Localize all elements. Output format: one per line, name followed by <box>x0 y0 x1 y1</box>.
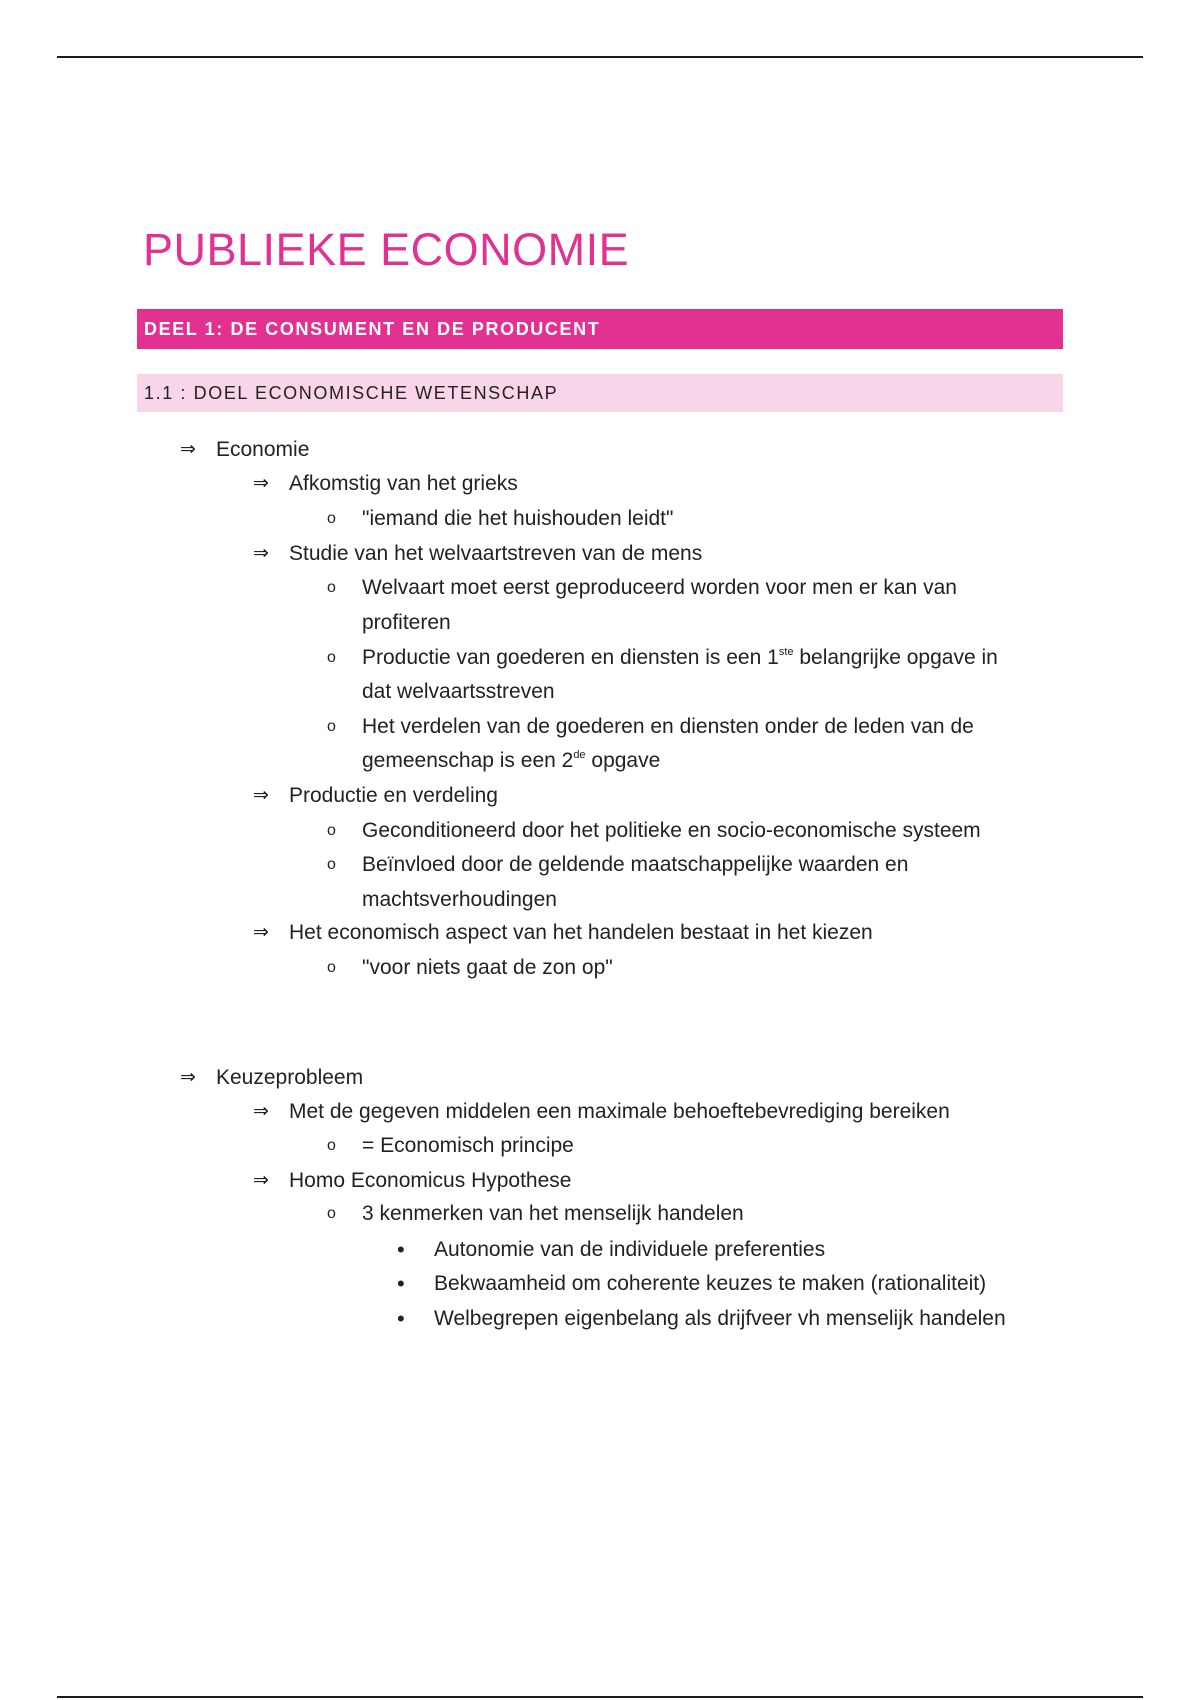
outline-item-economisch-aspect: Het economisch aspect van het handelen bestaat in het kiezen <box>289 921 873 944</box>
outline-item-middelen: Met de gegeven middelen een maximale behoeftebevrediging bereiken <box>289 1100 950 1123</box>
document-title: PUBLIEKE ECONOMIE <box>143 224 630 275</box>
verdelen-superscript: de <box>573 749 586 761</box>
outline-item-autonomie: Autonomie van de individuele preferenties <box>434 1238 826 1261</box>
outline-item-iemand: "iemand die het huishouden leidt" <box>362 507 674 530</box>
section-heading: 1.1 : DOEL ECONOMISCHE WETENSCHAP <box>137 374 1063 412</box>
circle-bullet-icon: o <box>327 510 336 527</box>
outline-item-economie: Economie <box>216 438 310 461</box>
part-heading: DEEL 1: DE CONSUMENT EN DE PRODUCENT <box>137 309 1063 349</box>
outline-item-bekwaamheid: Bekwaamheid om coherente keuzes te maken (rationaliteit) <box>434 1272 987 1295</box>
outline-item-afkomstig: Afkomstig van het grieks <box>289 472 518 495</box>
dot-bullet-icon: • <box>397 1271 405 1296</box>
arrow-bullet-icon: ⇒ <box>253 543 269 564</box>
circle-bullet-icon: o <box>327 1137 336 1154</box>
productie-superscript: ste <box>778 646 794 658</box>
bottom-border-rule <box>57 1696 1143 1698</box>
verdelen-text-a: gemeenschap is een 2 <box>362 749 574 772</box>
circle-bullet-icon: o <box>327 959 336 976</box>
arrow-bullet-icon: ⇒ <box>253 473 269 494</box>
outline-item-kenmerken: 3 kenmerken van het menselijk handelen <box>362 1202 744 1225</box>
outline-item-principe: = Economisch principe <box>362 1134 574 1157</box>
outline-item-productie-verdeling: Productie en verdeling <box>289 784 498 807</box>
outline-item-zon: "voor niets gaat de zon op" <box>362 956 613 979</box>
arrow-bullet-icon: ⇒ <box>253 922 269 943</box>
outline-item-productie-cont: dat welvaartsstreven <box>362 680 555 703</box>
circle-bullet-icon: o <box>327 1205 336 1222</box>
circle-bullet-icon: o <box>327 649 336 666</box>
outline-item-keuzeprobleem: Keuzeprobleem <box>216 1066 364 1089</box>
productie-text-a: Productie van goederen en diensten is een 1 <box>362 646 779 669</box>
dot-bullet-icon: • <box>397 1237 405 1262</box>
circle-bullet-icon: o <box>327 579 336 596</box>
outline-item-welvaart: Welvaart moet eerst geproduceerd worden voor men er kan van <box>362 576 957 599</box>
arrow-bullet-icon: ⇒ <box>180 439 196 460</box>
circle-bullet-icon: o <box>327 718 336 735</box>
arrow-bullet-icon: ⇒ <box>180 1067 196 1088</box>
productie-text-b: belangrijke opgave in <box>793 646 998 669</box>
outline-item-beinvloed: Beïnvloed door de geldende maatschappelijke waarden en <box>362 853 909 876</box>
circle-bullet-icon: o <box>327 822 336 839</box>
outline-item-studie: Studie van het welvaartstreven van de mens <box>289 542 703 565</box>
outline-item-geconditioneerd: Geconditioneerd door het politieke en socio-economische systeem <box>362 819 981 842</box>
outline-item-verdelen-cont <box>362 744 660 778</box>
outline-item-verdelen: Het verdelen van de goederen en diensten onder de leden van de <box>362 715 974 738</box>
dot-bullet-icon: • <box>397 1306 405 1331</box>
arrow-bullet-icon: ⇒ <box>253 1170 269 1191</box>
outline-item-welvaart-cont: profiteren <box>362 611 451 634</box>
outline-item-welbegrepen: Welbegrepen eigenbelang als drijfveer vh menselijk handelen <box>434 1307 1006 1330</box>
arrow-bullet-icon: ⇒ <box>253 785 269 806</box>
outline-item-homo: Homo Economicus Hypothese <box>289 1169 572 1192</box>
outline-item-productie <box>362 641 998 675</box>
circle-bullet-icon: o <box>327 856 336 873</box>
verdelen-text-b: opgave <box>585 749 661 772</box>
arrow-bullet-icon: ⇒ <box>253 1101 269 1122</box>
outline-item-beinvloed-cont: machtsverhoudingen <box>362 888 557 911</box>
top-border-rule <box>57 56 1143 58</box>
